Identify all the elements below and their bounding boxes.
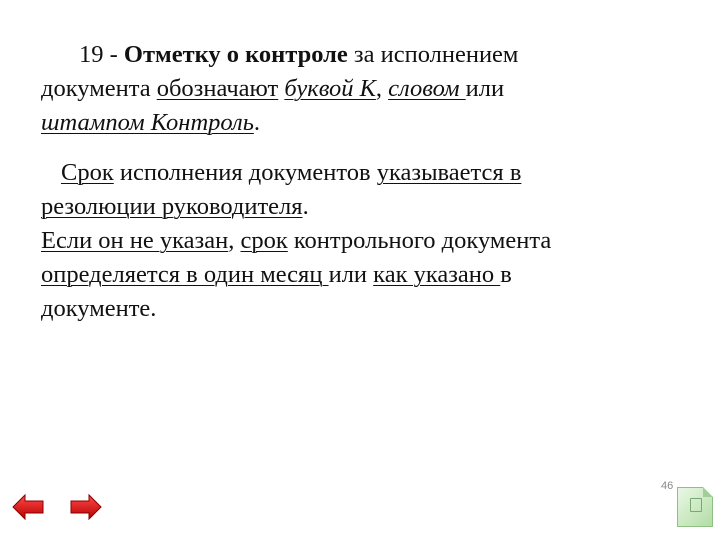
text-line — [41, 190, 681, 224]
text-run: . — [253, 109, 260, 136]
text-line — [41, 224, 681, 258]
text-line — [41, 156, 681, 190]
text-run-underlined: как указано — [373, 261, 501, 288]
text-run: , — [375, 75, 389, 102]
text-run: или — [465, 75, 505, 102]
next-slide-button[interactable] — [70, 492, 102, 522]
text-run-underlined: указывается в — [376, 159, 522, 186]
page-number: 46 — [661, 480, 674, 492]
paragraph-control-mark — [41, 38, 681, 140]
home-button[interactable] — [677, 487, 713, 527]
text-line — [41, 258, 681, 292]
text-run-underlined: срок — [240, 227, 288, 254]
text-run: 19 - — [79, 41, 124, 68]
text-run-underlined: Срок — [61, 159, 114, 186]
text-run-italic-underlined: буквой К — [284, 75, 376, 102]
text-run: исполнения документов — [113, 159, 377, 186]
arrow-left-icon — [12, 492, 44, 522]
text-line — [41, 38, 681, 72]
text-run-italic-underlined: словом — [388, 75, 466, 102]
text-line — [41, 72, 681, 106]
text-run: , — [228, 227, 241, 254]
home-icon — [690, 498, 702, 512]
text-run-underlined: определяется в один месяц — [41, 261, 329, 288]
text-run: документа — [41, 75, 157, 102]
previous-slide-button[interactable] — [12, 492, 44, 522]
text-run: . — [302, 193, 309, 220]
text-run: документе. — [41, 295, 157, 322]
text-run-underlined: резолюции руководителя — [41, 193, 303, 220]
text-run-underlined: Если он не указан — [41, 227, 229, 254]
text-run: или — [328, 261, 374, 288]
text-run-underlined: обозначают — [156, 75, 279, 102]
text-line — [41, 292, 681, 326]
paragraph-deadline — [41, 156, 681, 326]
text-run: в — [500, 261, 512, 288]
text-run: за исполнением — [347, 41, 519, 68]
text-run-bold: Отметку о контроле — [123, 41, 348, 68]
text-run: контрольного документа — [287, 227, 552, 254]
text-line — [41, 106, 681, 140]
text-run-italic-underlined: штампом Контроль — [41, 109, 254, 136]
arrow-right-icon — [70, 492, 102, 522]
page-corner-fold — [703, 487, 713, 497]
